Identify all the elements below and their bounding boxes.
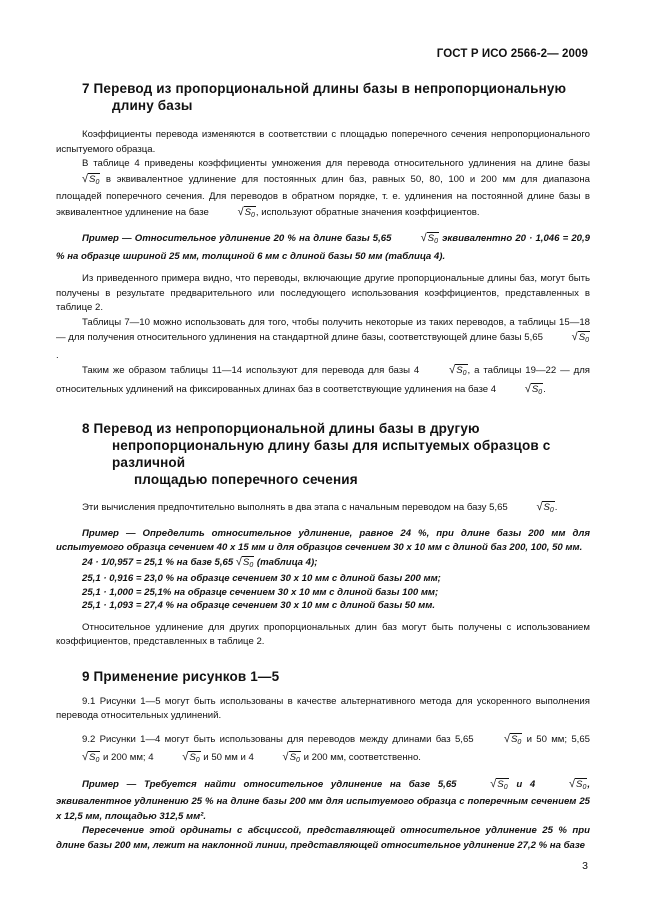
sqrt-formula: $√S_0$ xyxy=(568,777,587,791)
sqrt-formula: $√S_0$ xyxy=(420,232,438,245)
s8-paragraph-2: Относительное удлинение для других пропорциональных длин баз могут быть получены с использованием коэффициентов, представленных в таблице 2. xyxy=(56,621,590,647)
s8-calc-3: 25,1 · 1,000 = 25,1% на образце сечением 30 x 10 мм с длиной базы 100 мм; xyxy=(82,586,439,598)
s9-example-continued: Пересечение этой ординаты с абсциссой, представляющей относительное удлинение 25 % при длине базы 200 мм, лежит на наклонной линии, представляющей относительное удлинение 27,2 % на базе xyxy=(56,825,590,851)
s9-example: Пример — Требуется найти относительное удлинение на базе 5,65 $√S_0$ и 4 $√S_0$, эквивалентное удлинению 25 % на длине базы 200 мм для испытуемого образца с поперечным сечением 25 x 12,5 мм, площадью 312,5 мм². xyxy=(56,777,591,822)
s7-example: Пример — Относительное удлинение 20 % на длине базы 5,65 $√S_0$ эквивалентно 20 · 1,046 = 20,9 % на образце шириной 25 мм, толщиной 6 мм с длиной базы 50 мм (таблица 4). xyxy=(56,232,590,262)
s7-paragraph-1: Коэффициенты перевода изменяются в соответствии с площадью поперечного сечения непропорционального испытуемого образца. xyxy=(56,129,590,155)
s7-paragraph-3: Из приведенного примера видно, что переводы, включающие другие пропорциональные длины баз, могут быть получены в результате предварительного или последующего использования коэффициентов, представленных в таблице 2. xyxy=(56,273,590,313)
document-body xyxy=(56,80,590,853)
s7-paragraph-4: Таблицы 7—10 можно использовать для того, чтобы получить некоторые из таких переводов, а таблицы 15—18 — для получения относительного удлинения на стандартной длине базы, соответствующей длине базы 5,65 $√S_0$. xyxy=(56,316,590,361)
sqrt-formula: $√S_0$ xyxy=(571,331,589,344)
sqrt-formula: $√S_0$ xyxy=(536,501,554,514)
sqrt-formula: $√S_0$ xyxy=(524,382,543,396)
standard-header: ГОСТ Р ИСО 2566-2— 2009 xyxy=(436,48,588,60)
s8-calc-1: 24 · 1/0,957 = 25,1 % на базе 5,65 $√S_0$ (таблица 4); xyxy=(56,556,590,573)
s8-paragraph-1: Эти вычисления предпочтительно выполнять в два этапа с начальным переводом на базу 5,65 $√S_0$. xyxy=(56,500,590,519)
sqrt-formula: $√S_0$ xyxy=(503,732,522,746)
sqrt-formula: $√S_0$ xyxy=(237,205,255,219)
page-number: 3 xyxy=(582,860,588,872)
sqrt-formula: $√S_0$ xyxy=(449,364,467,377)
section-9-title: 9 Применение рисунков 1—5 xyxy=(82,668,280,684)
sqrt-formula: $√S_0$ xyxy=(82,172,100,186)
sqrt-formula: $√S_0$ xyxy=(235,555,254,569)
section-7-title: 7 Перевод из пропорциональной длины базы в непропорциональную длину базы xyxy=(82,81,567,113)
s9-paragraph-1: 9.1 Рисунки 1—5 могут быть использованы в качестве альтернативного метода для ускоренного выполнения перевода относительных удлинений. xyxy=(56,695,590,721)
sqrt-formula: $√S_0$ xyxy=(82,751,100,764)
sqrt-formula: $√S_0$ xyxy=(490,777,508,791)
s7-paragraph-5: Таким же образом таблицы 11—14 используют для перевода для базы 4 $√S_0$, а таблицы 19—22 — для относительных удлинений на фиксированных длинах баз в соответствующие удлинения на базе 4 $√S_0$. xyxy=(56,363,590,400)
sqrt-formula: $√S_0$ xyxy=(282,751,300,764)
s8-calc-2: 25,1 · 0,916 = 23,0 % на образце сечением 30 x 10 мм с длиной базы 200 мм; xyxy=(82,573,441,584)
s7-paragraph-2: В таблице 4 приведены коэффициенты умножения для перевода относительного удлинения на длине базы $√S_0$ в эквивалентное удлинение для постоянных длин баз, равных 50, 80, 100 и 200 мм для диапазона площадей поперечного сечения. Для переводов в обратном порядке, т. е. удлинения на постоянной длине базы в эквивалентное удлинение на базе $√S_0$, используют обратные значения коэффициентов. xyxy=(56,157,590,223)
s8-calc-4: 25,1 · 1,093 = 27,4 % на образце сечением 30 x 10 мм с длиной базы 50 мм. xyxy=(82,600,436,611)
s8-example: Пример — Определить относительное удлинение, равное 24 %, при длине базы 200 мм для испытуемого образца сечением 40 x 15 мм и для образцов сечением 30 x 10 мм с длиной баз 200, 100, 50 мм. xyxy=(56,527,590,553)
s9-paragraph-2: 9.2 Рисунки 1—4 могут быть использованы для переводов между длинами баз 5,65 $√S_0$ и 50 мм; $5,65√S_0$ и 200 мм; 4 $√S_0$ и 50 мм и 4 $√S_0$ и 200 мм, соответственно. xyxy=(56,732,590,769)
sqrt-formula: $√S_0$ xyxy=(182,751,200,764)
section-8-title: 8 Перевод из непропорциональной длины базы в другую непропорциональную длину базы для испытуемых образцов с различной площадью поперечного сечения xyxy=(82,421,551,487)
